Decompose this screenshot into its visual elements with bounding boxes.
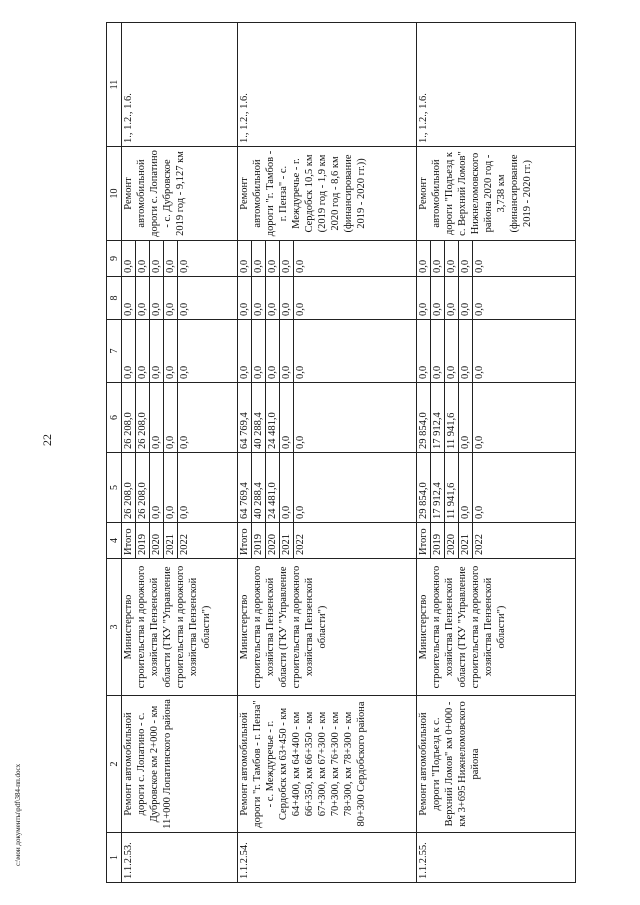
rotated-table-container	[106, 23, 576, 883]
result-cell: Ремонт автомобильной дороги с. Лопатино - с. Дубровское 2019 год - 9,127 км	[122, 147, 238, 241]
local-budget-cell: 0,0	[150, 277, 164, 320]
regional-budget-cell: 0,0	[459, 383, 473, 453]
year-cell: 2020	[265, 523, 279, 559]
header-row	[107, 23, 122, 883]
regional-budget-cell: 0,0	[150, 383, 164, 453]
federal-budget-cell: 0,0	[417, 320, 431, 383]
federal-budget-cell: 0,0	[178, 320, 238, 383]
regional-budget-cell: 24 481,0	[265, 383, 279, 453]
regional-budget-cell: 0,0	[178, 383, 238, 453]
item-name-cell: Ремонт автомобильной дороги "Подъезд к с. Верхний Ломов" км 0+000 - км 3+695 Нижнеломовского района	[417, 696, 576, 833]
regional-budget-cell: 0,0	[293, 383, 417, 453]
table-body	[122, 23, 576, 883]
other-sources-cell: 0,0	[164, 241, 178, 277]
indicators-cell: 1., 1.2., 1.6.	[237, 23, 417, 147]
total-amount-cell: 11 941,6	[445, 453, 459, 523]
total-amount-cell: 0,0	[459, 453, 473, 523]
footer-file-path: c:\мои документы\pdf\384-пп.docx	[14, 763, 22, 866]
year-cell: 2019	[431, 523, 445, 559]
year-cell: Итого	[237, 523, 251, 559]
year-cell: 2021	[279, 523, 293, 559]
other-sources-cell: 0,0	[251, 241, 265, 277]
item-number-cell: 1.1.2.53.	[122, 833, 238, 883]
total-amount-cell: 0,0	[164, 453, 178, 523]
executor-cell: Министерство строительства и дорожного хозяйства Пензенской области (ГКУ "Управление строительства и дорожного хозяйства Пензенской области")	[237, 559, 417, 696]
item-number-cell: 1.1.2.54.	[237, 833, 417, 883]
federal-budget-cell: 0,0	[293, 320, 417, 383]
federal-budget-cell: 0,0	[150, 320, 164, 383]
local-budget-cell: 0,0	[459, 277, 473, 320]
other-sources-cell: 0,0	[136, 241, 150, 277]
result-cell: Ремонт автомобильной дороги "г. Тамбов - г. Пенза" - с. Междуречье - г. Сердобск 10,5 км (2019 год - 1,9 км 2020 год - 8,6 км (финансирование 2019 - 2020 гг.))	[237, 147, 417, 241]
total-amount-cell: 17 912,4	[431, 453, 445, 523]
regional-budget-cell: 26 208,0	[136, 383, 150, 453]
year-cell: Итого	[122, 523, 136, 559]
local-budget-cell: 0,0	[164, 277, 178, 320]
year-cell: 2019	[136, 523, 150, 559]
other-sources-cell: 0,0	[445, 241, 459, 277]
federal-budget-cell: 0,0	[279, 320, 293, 383]
other-sources-cell: 0,0	[473, 241, 576, 277]
local-budget-cell: 0,0	[279, 277, 293, 320]
page-number: 22	[40, 434, 54, 446]
local-budget-cell: 0,0	[431, 277, 445, 320]
total-amount-cell: 0,0	[178, 453, 238, 523]
year-cell: 2020	[150, 523, 164, 559]
header-cell: 3	[107, 559, 122, 696]
executor-cell: Министерство строительства и дорожного хозяйства Пензенской области (ГКУ "Управление строительства и дорожного хозяйства Пензенской области")	[417, 559, 576, 696]
federal-budget-cell: 0,0	[237, 320, 251, 383]
local-budget-cell: 0,0	[293, 277, 417, 320]
table-row	[237, 23, 251, 883]
year-cell: 2022	[178, 523, 238, 559]
other-sources-cell: 0,0	[279, 241, 293, 277]
total-amount-cell: 64 769,4	[237, 453, 251, 523]
local-budget-cell: 0,0	[417, 277, 431, 320]
federal-budget-cell: 0,0	[122, 320, 136, 383]
regional-budget-cell: 11 941,6	[445, 383, 459, 453]
total-amount-cell: 0,0	[473, 453, 576, 523]
local-budget-cell: 0,0	[265, 277, 279, 320]
year-cell: 2019	[251, 523, 265, 559]
total-amount-cell: 0,0	[293, 453, 417, 523]
header-cell: 10	[107, 147, 122, 241]
federal-budget-cell: 0,0	[251, 320, 265, 383]
local-budget-cell: 0,0	[136, 277, 150, 320]
total-amount-cell: 26 208,0	[122, 453, 136, 523]
item-number-cell: 1.1.2.55.	[417, 833, 576, 883]
total-amount-cell: 24 481,0	[265, 453, 279, 523]
regional-budget-cell: 0,0	[279, 383, 293, 453]
federal-budget-cell: 0,0	[265, 320, 279, 383]
header-cell: 1	[107, 833, 122, 883]
regional-budget-cell: 0,0	[164, 383, 178, 453]
other-sources-cell: 0,0	[122, 241, 136, 277]
federal-budget-cell: 0,0	[473, 320, 576, 383]
other-sources-cell: 0,0	[293, 241, 417, 277]
other-sources-cell: 0,0	[459, 241, 473, 277]
header-cell: 11	[107, 23, 122, 147]
regional-budget-cell: 29 854,0	[417, 383, 431, 453]
item-name-cell: Ремонт автомобильной дороги "г. Тамбов - г. Пенза" - с. Междуречье - г. Сердобск км 63+450 - км 64+400, км 64+400 - км 66+350, км 66+350 - км 67+300, км 67+300 - км 70+300, км 76+300 - км 78+300, км 78+300 - км 80+300 Сердобского района	[237, 696, 417, 833]
regional-budget-cell: 26 208,0	[122, 383, 136, 453]
indicators-cell: 1., 1.2., 1.6.	[122, 23, 238, 147]
other-sources-cell: 0,0	[237, 241, 251, 277]
total-amount-cell: 0,0	[150, 453, 164, 523]
other-sources-cell: 0,0	[431, 241, 445, 277]
year-cell: 2021	[459, 523, 473, 559]
table-row	[417, 23, 431, 883]
total-amount-cell: 29 854,0	[417, 453, 431, 523]
federal-budget-cell: 0,0	[431, 320, 445, 383]
local-budget-cell: 0,0	[122, 277, 136, 320]
local-budget-cell: 0,0	[178, 277, 238, 320]
other-sources-cell: 0,0	[417, 241, 431, 277]
regional-budget-cell: 0,0	[473, 383, 576, 453]
other-sources-cell: 0,0	[178, 241, 238, 277]
header-cell: 9	[107, 241, 122, 277]
header-cell: 8	[107, 277, 122, 320]
local-budget-cell: 0,0	[473, 277, 576, 320]
regional-budget-cell: 17 912,4	[431, 383, 445, 453]
total-amount-cell: 26 208,0	[136, 453, 150, 523]
indicators-cell: 1., 1.2., 1.6.	[417, 23, 576, 147]
other-sources-cell: 0,0	[150, 241, 164, 277]
federal-budget-cell: 0,0	[459, 320, 473, 383]
year-cell: 2022	[293, 523, 417, 559]
header-cell: 4	[107, 523, 122, 559]
total-amount-cell: 0,0	[279, 453, 293, 523]
other-sources-cell: 0,0	[265, 241, 279, 277]
header-cell: 6	[107, 383, 122, 453]
total-amount-cell: 40 288,4	[251, 453, 265, 523]
regional-budget-cell: 40 288,4	[251, 383, 265, 453]
executor-cell: Министерство строительства и дорожного хозяйства Пензенской области (ГКУ "Управление строительства и дорожного хозяйства Пензенской области")	[122, 559, 238, 696]
federal-budget-cell: 0,0	[445, 320, 459, 383]
local-budget-cell: 0,0	[445, 277, 459, 320]
local-budget-cell: 0,0	[251, 277, 265, 320]
regional-budget-cell: 64 769,4	[237, 383, 251, 453]
federal-budget-cell: 0,0	[136, 320, 150, 383]
header-cell: 5	[107, 453, 122, 523]
year-cell: 2020	[445, 523, 459, 559]
federal-budget-cell: 0,0	[164, 320, 178, 383]
year-cell: Итого	[417, 523, 431, 559]
header-cell: 2	[107, 696, 122, 833]
header-cell: 7	[107, 320, 122, 383]
year-cell: 2022	[473, 523, 576, 559]
program-table	[106, 22, 576, 883]
year-cell: 2021	[164, 523, 178, 559]
item-name-cell: Ремонт автомобильной дороги с. Лопатино - с. Дубровское км 2+000 - км 11+000 Лопатинского района	[122, 696, 238, 833]
result-cell: Ремонт автомобильной дороги "Подъезд к с. Верхний Ломов" Нижнеломовского района 2020 год - 3,738 км (финансирование 2019 - 2020 гг.)	[417, 147, 576, 241]
local-budget-cell: 0,0	[237, 277, 251, 320]
table-row	[122, 23, 136, 883]
